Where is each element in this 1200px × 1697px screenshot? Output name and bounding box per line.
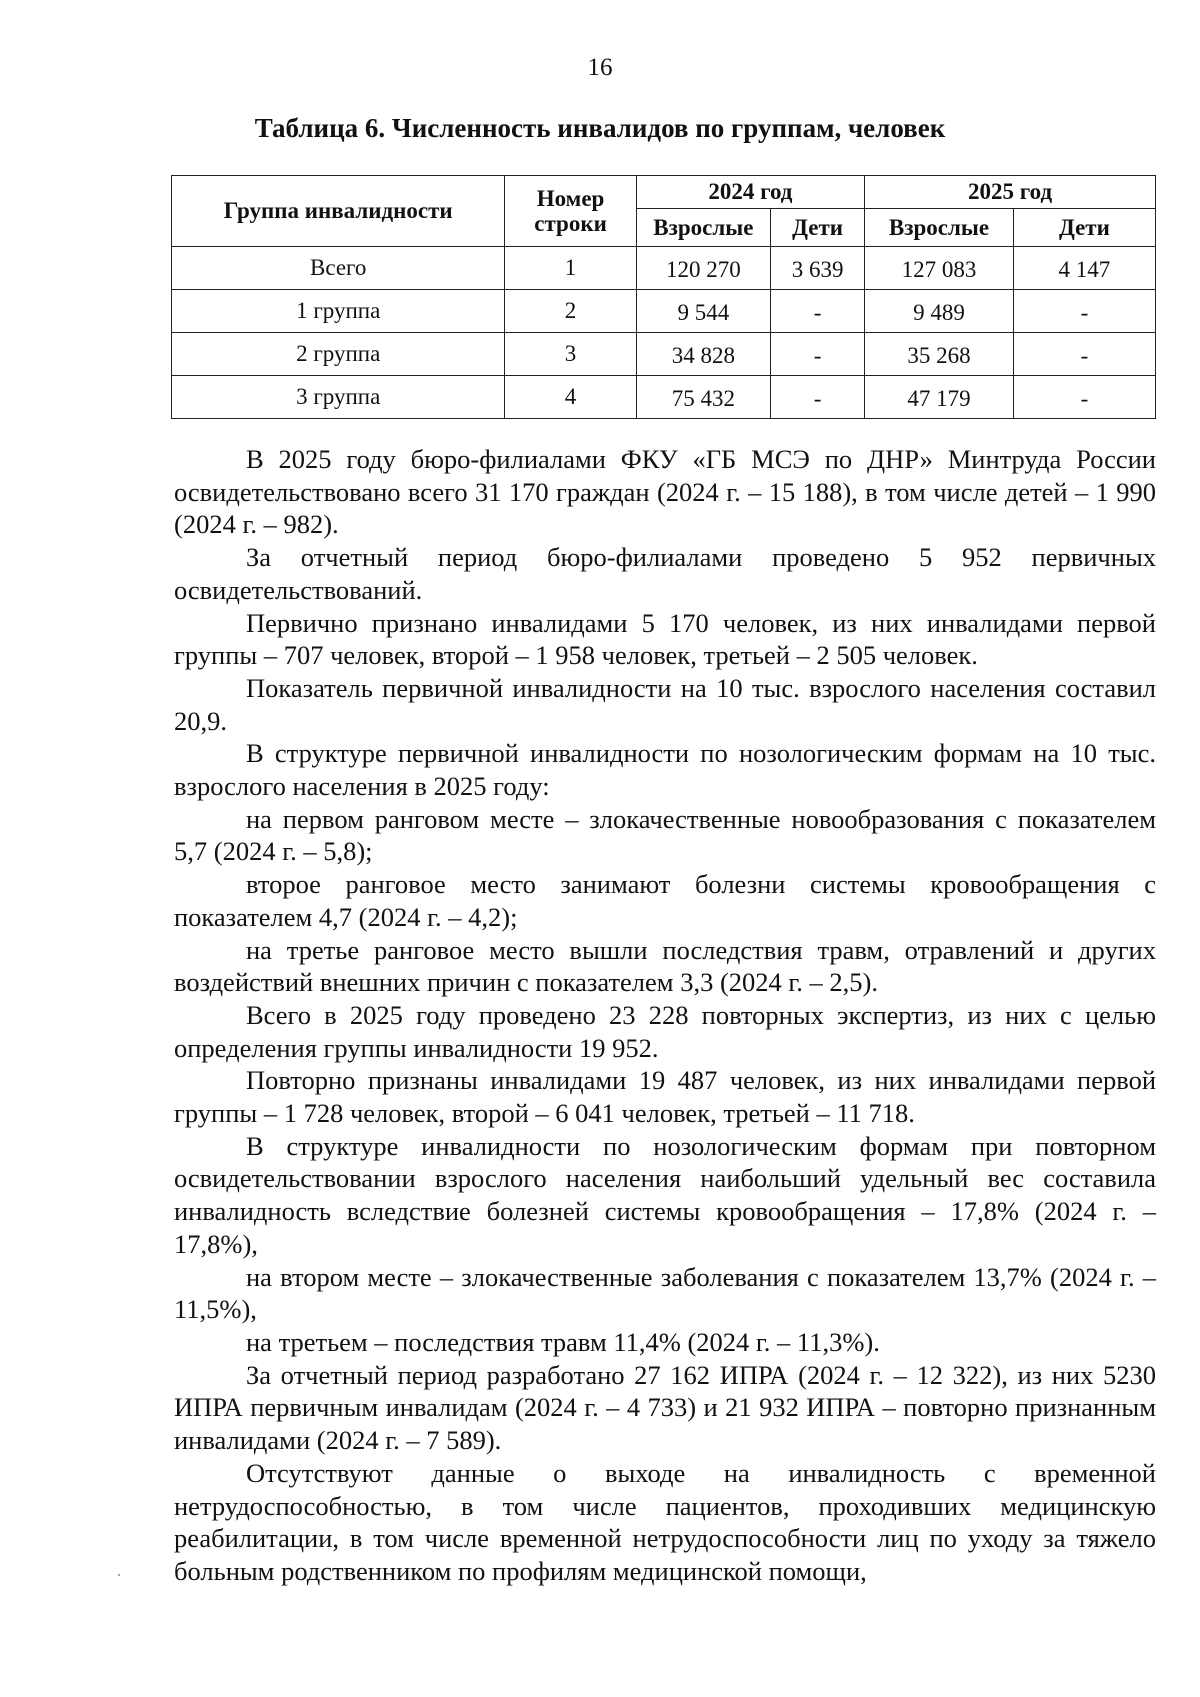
paragraph: на первом ранговом месте – злокачественные новообразования с показателем 5,7 (2024 г. – 5,8); [174,803,1156,867]
cell-row-number: 3 [505,333,636,376]
cell-adults-2025: 47 179 [865,376,1014,419]
cell-children-2024: 3 639 [771,247,865,290]
cell-children-2025: - [1013,290,1155,333]
paragraph: Показатель первичной инвалидности на 10 тыс. взрослого населения составил 20,9. [174,672,1156,736]
table-row [172,247,1156,290]
paragraph: Отсутствуют данные о выходе на инвалидность с временной нетрудоспособностью, в том числе пациентов, проходивших медицинскую реабилитации, в том числе временной нетрудоспособности лиц по уходу за тяжело больным родственником по профилям медицинской помощи, [174,1457,1156,1586]
cell-group: 1 группа [172,290,505,333]
page-number: 16 [587,54,613,81]
cell-adults-2024: 120 270 [636,247,770,290]
header-row-number: Номер строки [505,176,636,247]
cell-adults-2025: 35 268 [865,333,1014,376]
cell-adults-2025: 127 083 [865,247,1014,290]
paragraph: на третьем – последствия травм 11,4% (2024 г. – 11,3%). [246,1326,880,1357]
cell-adults-2024: 75 432 [636,376,770,419]
cell-children-2024: - [771,333,865,376]
table-title: Таблица 6. Численность инвалидов по группам, человек [254,113,946,143]
paragraph: За отчетный период бюро-филиалами проведено 5 952 первичных освидетельствований. [174,542,1156,605]
cell-row-number: 2 [505,290,636,333]
paragraph: на третье ранговое место вышли последствия травм, отравлений и других воздействий внешних причин с показателем 3,3 (2024 г. – 2,5). [174,934,1156,998]
cell-group: 2 группа [172,333,505,376]
cell-adults-2024: 9 544 [636,290,770,333]
body-text [174,443,1156,1588]
paragraph: на втором месте – злокачественные заболевания с показателем 13,7% (2024 г. – 11,5%), [174,1261,1156,1325]
cell-children-2025: - [1013,376,1155,419]
table-row [172,376,1156,419]
cell-row-number: 4 [505,376,636,419]
header-children-2024: Дети [771,209,865,247]
header-children-2025: Дети [1013,209,1155,247]
cell-group: 3 группа [172,376,505,419]
header-group: Группа инвалидности [172,176,505,247]
table-row [172,333,1156,376]
header-adults-2025: Взрослые [865,209,1014,247]
cell-row-number: 1 [505,247,636,290]
paragraph: Повторно признаны инвалидами 19 487 человек, из них инвалидами первой группы – 1 728 человек, второй – 6 041 человек, третьей – 11 718. [174,1065,1156,1129]
cell-children-2024: - [771,376,865,419]
disability-groups-table [171,175,1156,419]
paragraph: второе ранговое место занимают болезни системы кровообращения с показателем 4,7 (2024 г. – 4,2); [174,869,1156,932]
header-year-2025: 2025 год [865,176,1156,209]
header-adults-2024: Взрослые [636,209,770,247]
cell-children-2024: - [771,290,865,333]
cell-children-2025: 4 147 [1013,247,1155,290]
cell-adults-2025: 9 489 [865,290,1014,333]
table-row [172,290,1156,333]
cell-group: Всего [172,247,505,290]
cell-children-2025: - [1013,333,1155,376]
cell-adults-2024: 34 828 [636,333,770,376]
paragraph: В структуре инвалидности по нозологическим формам при повторном освидетельствовании взрослого населения наибольший удельный вес составила инвалидность вследствие болезней системы кровообращения – 17,8% (2024 г. – 17,8%), [174,1130,1156,1259]
paragraph: В структуре первичной инвалидности по нозологическим формам на 10 тыс. взрослого населения в 2025 году: [174,738,1156,802]
header-year-2024: 2024 год [636,176,864,209]
paragraph: Всего в 2025 году проведено 23 228 повторных экспертиз, из них с целью определения группы инвалидности 19 952. [174,999,1156,1063]
paragraph: За отчетный период разработано 27 162 ИПРА (2024 г. – 12 322), из них 5230 ИПРА первичным инвалидам (2024 г. – 4 733) и 21 932 ИПРА – повторно признанным инвалидами (2024 г. – 7 589). [174,1359,1156,1456]
paragraph: Первично признано инвалидами 5 170 человек, из них инвалидами первой группы – 707 человек, второй – 1 958 человек, третьей – 2 505 человек. [174,607,1156,671]
paragraph: В 2025 году бюро-филиалами ФКУ «ГБ МСЭ по ДНР» Минтруда России освидетельствовано всего 31 170 граждан (2024 г. – 15 188), в том числе детей – 1 990 (2024 г. – 982). [174,444,1156,540]
scan-speck [118,1574,120,1576]
